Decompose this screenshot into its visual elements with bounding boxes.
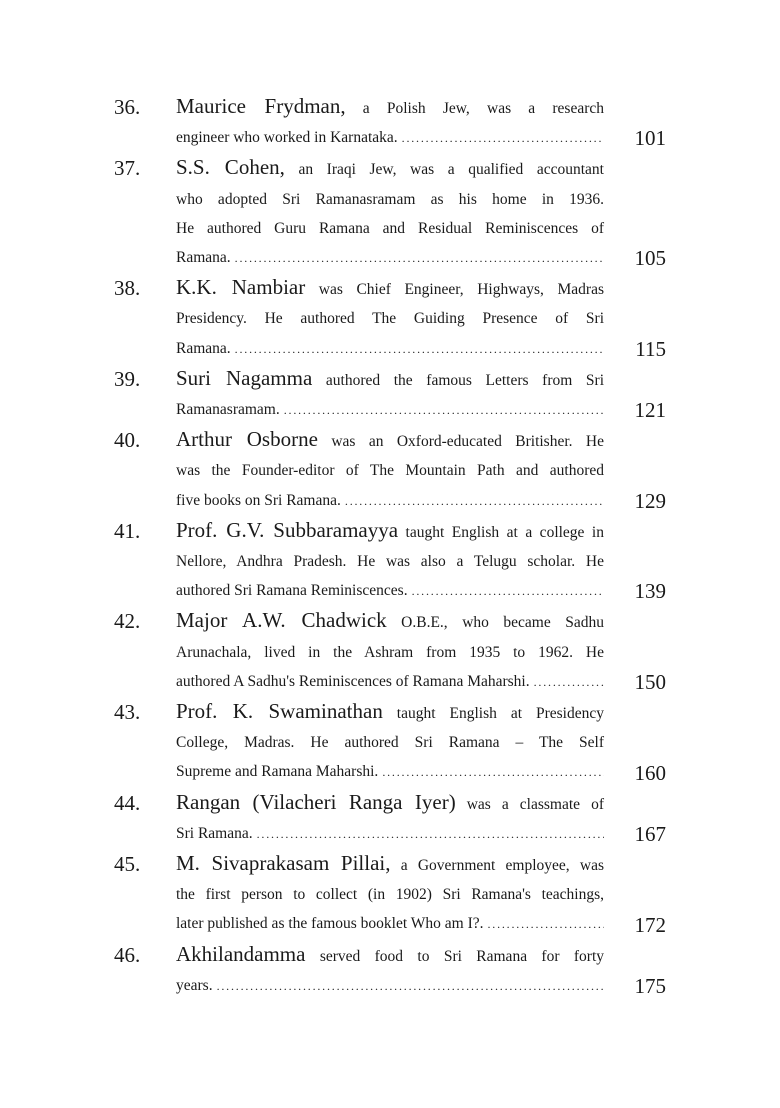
entry-text: Nellore, Andhra Pradesh. He was also a Telugu scholar. He — [176, 553, 604, 571]
entry-number: 46. — [114, 942, 141, 967]
entry-number: 44. — [114, 790, 141, 815]
entry-line — [176, 425, 604, 456]
page-number: 175 — [634, 974, 666, 999]
toc-entry — [114, 940, 666, 1001]
dot-leader — [487, 909, 604, 939]
table-of-contents — [114, 92, 666, 1001]
entry-name: Suri Nagamma — [176, 365, 313, 390]
entry-text: was a classmate of — [455, 795, 604, 813]
page-number: 121 — [634, 398, 666, 423]
entry-text: later published as the famous booklet Who am I?. — [176, 915, 484, 933]
entry-text: College, Madras. He authored Sri Ramana – The Self — [176, 734, 604, 752]
entry-name: Arthur Osborne — [176, 427, 318, 452]
entry-text: a Government employee, was — [390, 857, 605, 875]
entry-line — [176, 214, 604, 243]
entry-line — [176, 243, 604, 273]
entry-text: Presidency. He authored The Guiding Presence of Sri — [176, 310, 604, 328]
page-number: 139 — [634, 579, 666, 604]
dot-leader — [412, 576, 604, 606]
toc-entry — [114, 425, 666, 516]
entry-line — [176, 971, 604, 1001]
toc-entry — [114, 364, 666, 425]
dot-leader — [345, 486, 604, 516]
entry-text: who adopted Sri Ramanasramam as his home in 1936. — [176, 190, 604, 208]
entry-text: Ramana. — [176, 339, 231, 357]
page-number: 101 — [634, 126, 666, 151]
entry-name: Rangan (Vilacheri Ranga Iyer) — [176, 789, 456, 814]
toc-entry — [114, 516, 666, 607]
entry-line — [176, 304, 604, 333]
entry-number: 37. — [114, 156, 141, 181]
entry-line — [176, 516, 604, 547]
entry-line — [176, 638, 604, 667]
toc-entry — [114, 273, 666, 364]
entry-line — [176, 728, 604, 757]
entry-line — [176, 757, 604, 787]
entry-text: Arunachala, lived in the Ashram from 1935 to 1962. He — [176, 643, 604, 661]
dot-leader — [534, 667, 604, 697]
entry-description — [176, 153, 604, 273]
page-number: 172 — [634, 912, 666, 937]
dot-leader — [382, 757, 604, 787]
toc-entry — [114, 697, 666, 788]
entry-line — [176, 849, 604, 880]
dot-leader — [257, 819, 604, 849]
entry-text: was Chief Engineer, Highways, Madras — [305, 281, 604, 299]
entry-description — [176, 849, 604, 940]
entry-description — [176, 516, 604, 607]
entry-name: Prof. G.V. Subbaramayya — [176, 517, 399, 542]
entry-line — [176, 606, 604, 637]
entry-line — [176, 547, 604, 576]
dot-leader — [235, 243, 604, 273]
entry-text: served food to Sri Ramana for forty — [305, 947, 604, 965]
toc-entry — [114, 92, 666, 153]
entry-description — [176, 364, 604, 425]
page-number: 129 — [634, 488, 666, 513]
page-number: 105 — [634, 246, 666, 271]
page-number: 115 — [635, 336, 666, 361]
entry-line — [176, 880, 604, 909]
entry-text: a Polish Jew, was a research — [345, 100, 604, 117]
dot-leader — [217, 971, 604, 1001]
entry-name: Major A.W. Chadwick — [176, 608, 387, 633]
entry-line — [176, 364, 604, 395]
entry-text: five books on Sri Ramana. — [176, 491, 341, 509]
entry-line — [176, 185, 604, 214]
entry-line — [176, 456, 604, 485]
entry-text: years. — [176, 976, 213, 994]
entry-line — [176, 123, 604, 153]
entry-name: Maurice Frydman, — [176, 94, 346, 118]
entry-description — [176, 92, 604, 153]
entry-text: authored Sri Ramana Reminiscences. — [176, 582, 408, 600]
entry-line — [176, 940, 604, 971]
entry-text: was the Founder-editor of The Mountain Path and authored — [176, 462, 604, 480]
page-number: 160 — [634, 760, 666, 785]
entry-description — [176, 788, 604, 849]
entry-number: 40. — [114, 428, 141, 453]
entry-text: engineer who worked in Karnataka. — [176, 129, 398, 147]
entry-description — [176, 697, 604, 788]
entry-text: taught English at Presidency — [382, 705, 604, 723]
entry-number: 41. — [114, 518, 141, 543]
entry-number: 39. — [114, 366, 141, 391]
entry-line — [176, 92, 604, 123]
entry-text: He authored Guru Ramana and Residual Reminiscences of — [176, 219, 604, 237]
page-number: 150 — [634, 670, 666, 695]
entry-text: Sri Ramana. — [176, 824, 253, 842]
entry-number: 43. — [114, 700, 141, 725]
entry-line — [176, 395, 604, 425]
entry-line — [176, 697, 604, 728]
entry-text: authored the famous Letters from Sri — [312, 371, 604, 389]
dot-leader — [235, 334, 604, 364]
toc-entry — [114, 153, 666, 273]
entry-name: K.K. Nambiar — [176, 275, 306, 300]
toc-entry — [114, 788, 666, 849]
entry-line — [176, 819, 604, 849]
entry-line — [176, 576, 604, 606]
entry-text: Supreme and Ramana Maharshi. — [176, 763, 379, 781]
entry-name: S.S. Cohen, — [176, 155, 285, 180]
entry-description — [176, 606, 604, 697]
entry-number: 36. — [114, 95, 141, 119]
entry-text: taught English at a college in — [398, 523, 604, 541]
page-number: 167 — [634, 822, 666, 847]
toc-entry — [114, 849, 666, 940]
entry-number: 45. — [114, 852, 141, 877]
entry-line — [176, 334, 604, 364]
entry-line — [176, 788, 604, 819]
entry-text: Ramana. — [176, 249, 231, 267]
entry-description — [176, 425, 604, 516]
entry-text: the first person to collect (in 1902) Sri Ramana's teachings, — [176, 886, 604, 904]
dot-leader — [284, 395, 604, 425]
dot-leader — [402, 123, 604, 153]
entry-text: O.B.E., who became Sadhu — [386, 614, 604, 632]
entry-name: Prof. K. Swaminathan — [176, 699, 383, 724]
entry-text: was an Oxford-educated Britisher. He — [317, 433, 605, 451]
entry-description — [176, 940, 604, 1001]
entry-text: an Iraqi Jew, was a qualified accountant — [284, 161, 604, 179]
entry-name: Akhilandamma — [176, 941, 306, 966]
entry-name: M. Sivaprakasam Pillai, — [176, 851, 391, 876]
entry-description — [176, 273, 604, 364]
entry-line — [176, 273, 604, 304]
entry-number: 42. — [114, 609, 141, 634]
entry-text: authored A Sadhu's Reminiscences of Ramana Maharshi. — [176, 672, 530, 690]
entry-line — [176, 486, 604, 516]
entry-number: 38. — [114, 276, 141, 301]
toc-entry — [114, 606, 666, 697]
entry-text: Ramanasramam. — [176, 401, 280, 419]
entry-line — [176, 667, 604, 697]
entry-line — [176, 153, 604, 184]
entry-line — [176, 909, 604, 939]
